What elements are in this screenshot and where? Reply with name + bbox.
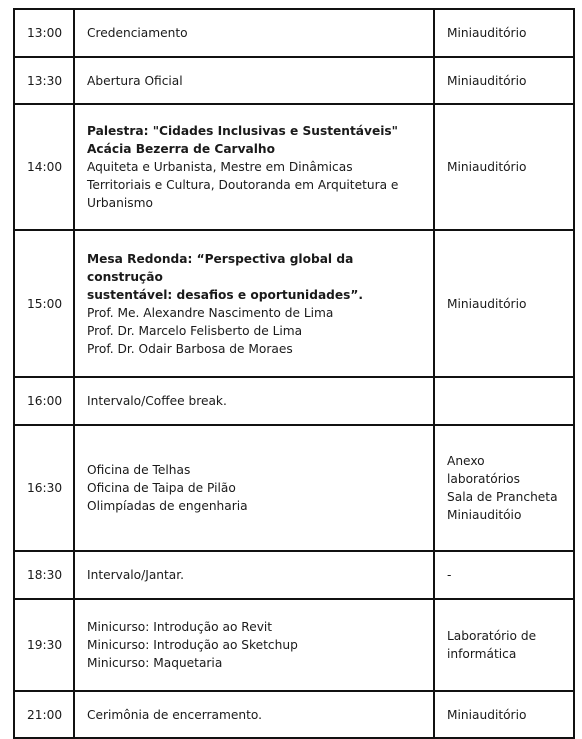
time-text: 18:30 — [27, 568, 63, 582]
time-cell — [14, 425, 74, 551]
activity-cell — [74, 57, 434, 104]
activity-title-line: Mesa Redonda: “Perspectiva global da construção — [87, 251, 354, 284]
table-row — [14, 691, 574, 738]
activity-line: Prof. Me. Alexandre Nascimento de Lima — [87, 305, 334, 320]
activity-cell — [74, 691, 434, 738]
time-text: 13:00 — [27, 26, 63, 40]
location-line: Miniauditório — [447, 26, 527, 40]
activity-title-line: sustentável: desafios e oportunidades”. — [87, 287, 364, 302]
time-cell — [14, 599, 74, 691]
activity-line: Urbanismo — [87, 196, 153, 210]
location-line: Miniauditóio — [447, 508, 522, 522]
activity-line: Cerimônia de encerramento. — [87, 707, 262, 722]
location-cell — [434, 9, 574, 57]
activity-line: Aquiteta e Urbanista, Mestre em Dinâmicas — [87, 160, 353, 174]
activity-title-line: Palestra: "Cidades Inclusivas e Sustentáveis" — [87, 124, 399, 138]
location-line: Sala de Prancheta — [447, 490, 558, 504]
time-cell — [14, 377, 74, 425]
location-line: Miniauditório — [447, 160, 527, 174]
location-cell — [434, 377, 574, 425]
location-cell — [434, 57, 574, 104]
activity-line: Prof. Dr. Odair Barbosa de Moraes — [87, 341, 293, 356]
time-text: 19:30 — [27, 638, 63, 652]
activity-cell — [74, 104, 434, 230]
location-cell — [434, 104, 574, 230]
activity-cell — [74, 425, 434, 551]
time-text: 16:00 — [27, 394, 63, 408]
table-row — [14, 9, 574, 57]
time-text: 16:30 — [27, 481, 63, 495]
location-line: Miniauditório — [447, 707, 527, 722]
time-cell — [14, 57, 74, 104]
time-cell — [14, 691, 74, 738]
table-row — [14, 377, 574, 425]
activity-line: Credenciamento — [87, 26, 188, 40]
time-cell — [14, 9, 74, 57]
location-cell — [434, 230, 574, 377]
location-line: informática — [447, 647, 517, 661]
time-cell — [14, 104, 74, 230]
table-row — [14, 551, 574, 599]
schedule-body — [14, 9, 574, 738]
activity-line: Abertura Oficial — [87, 73, 183, 88]
speaker-name: Acácia Bezerra de Carvalho — [87, 142, 275, 156]
location-line: Laboratório de — [447, 629, 537, 643]
activity-cell — [74, 9, 434, 57]
table-row — [14, 230, 574, 377]
location-cell — [434, 599, 574, 691]
table-row — [14, 104, 574, 230]
activity-line: Minicurso: Introdução ao Revit — [87, 620, 273, 634]
location-line: Anexo laboratórios — [447, 454, 520, 486]
table-row — [14, 57, 574, 104]
activity-line: Intervalo/Jantar. — [87, 568, 185, 582]
activity-cell — [74, 599, 434, 691]
activity-cell — [74, 230, 434, 377]
activity-line: Oficina de Telhas — [87, 463, 191, 477]
activity-line: Prof. Dr. Marcelo Felisberto de Lima — [87, 323, 303, 338]
time-text: 14:00 — [27, 160, 63, 174]
activity-line: Intervalo/Coffee break. — [87, 394, 227, 408]
location-cell — [434, 691, 574, 738]
schedule-table — [13, 8, 575, 739]
activity-line: Minicurso: Introdução ao Sketchup — [87, 638, 298, 652]
location-cell — [434, 551, 574, 599]
activity-cell — [74, 377, 434, 425]
activity-line: Territoriais e Cultura, Doutoranda em Arquitetura e — [87, 178, 399, 192]
table-row — [14, 425, 574, 551]
time-cell — [14, 230, 74, 377]
location-cell — [434, 425, 574, 551]
activity-line: Oficina de Taipa de Pilão — [87, 481, 236, 495]
time-text: 21:00 — [27, 707, 63, 722]
table-row — [14, 599, 574, 691]
activity-line: Minicurso: Maquetaria — [87, 656, 223, 670]
location-line: Miniauditório — [447, 73, 527, 88]
activity-line: Olimpíadas de engenharia — [87, 499, 248, 513]
time-cell — [14, 551, 74, 599]
activity-cell — [74, 551, 434, 599]
location-line: - — [447, 568, 452, 582]
time-text: 13:30 — [27, 73, 63, 88]
location-line: Miniauditório — [447, 296, 527, 311]
time-text: 15:00 — [27, 296, 63, 311]
